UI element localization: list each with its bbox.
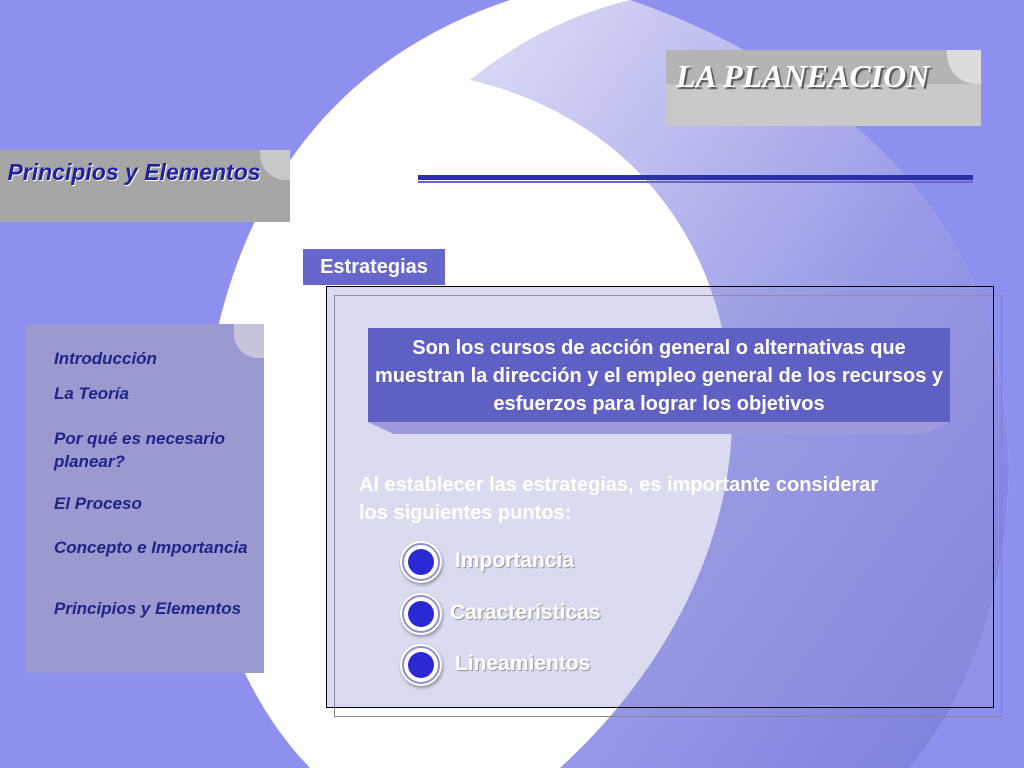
point-label: Importancia — [455, 549, 575, 572]
point-lineamientos[interactable] — [400, 644, 660, 688]
nav-item-por-que-planear[interactable]: Por qué es necesario planear? — [54, 429, 226, 471]
title-divider-thin — [418, 181, 973, 183]
section-box — [0, 150, 290, 222]
nav-item-introduccion[interactable]: Introducción — [54, 349, 157, 368]
radio-bullet-icon — [400, 541, 442, 583]
definition-text: Son los cursos de acción general o alternativas que muestran la dirección y el empleo general de los recursos y esfuerzos para lograr los objetivos — [374, 337, 943, 415]
title-box — [666, 50, 981, 126]
nav-item-concepto-importancia[interactable]: Concepto e Importancia — [54, 538, 248, 557]
nav-item-principios-elementos[interactable]: Principios y Elementos — [54, 599, 242, 618]
point-label: Características — [450, 601, 601, 624]
definition-box — [368, 328, 950, 434]
slide-title: LA PLANEACION — [676, 58, 930, 94]
navigation-panel — [26, 324, 264, 673]
radio-bullet-icon — [400, 593, 442, 635]
title-divider — [418, 175, 973, 180]
point-caracteristicas[interactable] — [400, 593, 660, 637]
section-title: Principios y Elementos — [7, 159, 261, 185]
topic-tag: Estrategias — [303, 249, 445, 285]
point-importancia[interactable] — [400, 541, 660, 585]
intro-text: Al establecer las estrategias, es importante considerar los siguientes puntos: — [359, 474, 879, 524]
radio-bullet-icon — [400, 644, 442, 686]
nav-item-la-teoria[interactable]: La Teoría — [54, 384, 129, 403]
point-label: Lineamientos — [455, 652, 591, 675]
nav-item-el-proceso[interactable]: El Proceso — [54, 494, 142, 513]
